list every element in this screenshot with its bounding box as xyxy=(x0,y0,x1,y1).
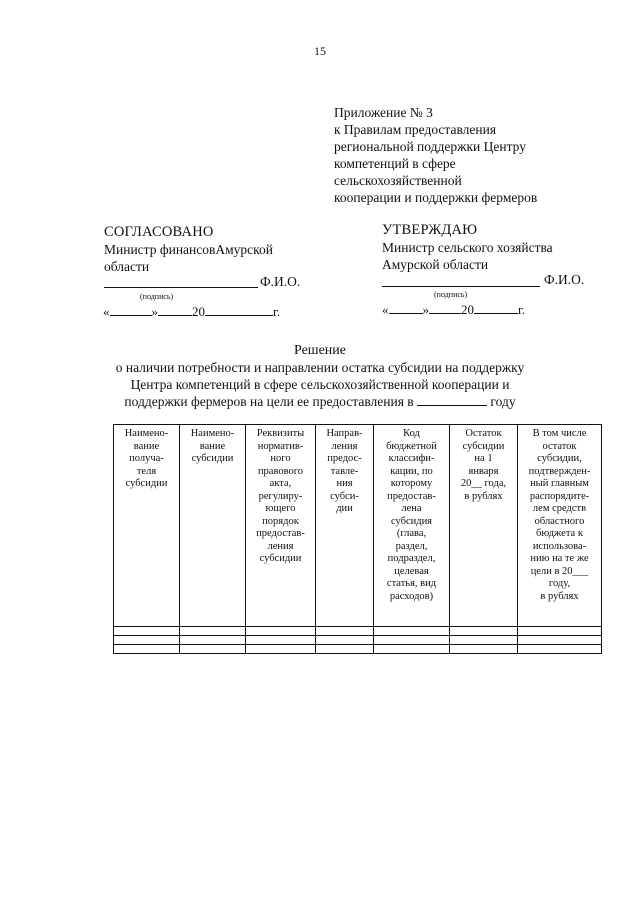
table-cell xyxy=(450,636,518,645)
decision-line-start: поддержки фермеров на цели ее предоставления в xyxy=(124,394,414,409)
column-header-recipient xyxy=(114,425,180,627)
decision-year-blank xyxy=(417,405,487,406)
appendix-line: к Правилам предоставления xyxy=(334,122,497,137)
column-header-directions xyxy=(316,425,374,627)
table-cell xyxy=(316,636,374,645)
appendix-line: сельскохозяйственной xyxy=(334,173,462,188)
agreed-heading: СОГЛАСОВАНО xyxy=(104,224,214,240)
approved-heading: УТВЕРЖДАЮ xyxy=(382,222,478,238)
approved-date-open: « xyxy=(382,302,389,317)
column-header-balance xyxy=(450,425,518,627)
column-header-legal-act xyxy=(246,425,316,627)
approved-region: Амурской области xyxy=(382,257,489,272)
decision-line-end: году xyxy=(490,394,516,409)
agreed-signature-line xyxy=(104,287,258,288)
table-cell xyxy=(246,636,316,645)
agreed-date-mid: » xyxy=(151,304,158,319)
table-cell xyxy=(114,627,180,636)
decision-line: Центра компетенций в сфере сельскохозяйственной кооперации и xyxy=(130,377,510,392)
agreed-date-day-blank xyxy=(110,315,152,316)
table-cell xyxy=(450,627,518,636)
approved-block xyxy=(382,222,553,273)
table-cell xyxy=(316,645,374,654)
table-cell xyxy=(180,636,246,645)
appendix-line: Приложение № 3 xyxy=(334,105,433,120)
approved-date-suffix: г. xyxy=(518,302,526,317)
table-row xyxy=(114,636,602,645)
table-cell xyxy=(316,627,374,636)
header-text: Наимено- вание получа- теля субсидии xyxy=(124,428,169,489)
agreed-region: области xyxy=(104,259,150,274)
approved-date-mid: » xyxy=(422,302,429,317)
agreed-date-year-blank xyxy=(205,315,273,316)
header-text: Наимено- вание субсидии xyxy=(190,428,235,464)
decision-line: о наличии потребности и направлении остатка субсидии на поддержку xyxy=(115,360,525,375)
table-cell xyxy=(374,627,450,636)
table-cell xyxy=(518,645,602,654)
table-cell xyxy=(246,645,316,654)
table-cell xyxy=(374,636,450,645)
column-header-confirmed-balance xyxy=(518,425,602,627)
approved-position: Министр сельского хозяйства xyxy=(382,240,553,255)
appendix-line: региональной поддержки Центру xyxy=(334,139,526,154)
approved-date-day-blank xyxy=(389,313,423,314)
header-text: Реквизиты норматив- ного правового акта, регулиру- ющего порядок предостав- ления субсидии xyxy=(256,428,305,564)
table-cell xyxy=(180,627,246,636)
header-text: Код бюджетной классифи- кации, по которому предостав- лена субсидия (глава, раздел, подраздел, целевая статья, вид расходов) xyxy=(386,428,437,602)
header-text: Направ- ления предос- тавле- ния субси- дии xyxy=(326,428,363,514)
table-row xyxy=(114,627,602,636)
header-text: Остаток субсидии на 1 января 20__ года, в рублях xyxy=(460,428,507,502)
table-cell xyxy=(450,645,518,654)
header-text: В том числе остаток субсидии, подтвержден- ный главным распорядите- лем средств областного бюджета к использова- нию на те же цели в 20___ году, в рублях xyxy=(528,428,591,602)
approved-signature-label: (подпись) xyxy=(434,290,468,299)
agreed-date-month-blank xyxy=(158,315,192,316)
table-cell xyxy=(246,627,316,636)
subsidy-table xyxy=(113,424,602,654)
approved-date xyxy=(382,302,525,318)
appendix-line: компетенций в сфере xyxy=(334,156,456,171)
agreed-date-open: « xyxy=(103,304,110,319)
decision-title: Решение xyxy=(293,343,346,358)
column-header-subsidy-name xyxy=(180,425,246,627)
table-row xyxy=(114,645,602,654)
agreed-fio: Ф.И.О. xyxy=(260,274,301,289)
approved-signature-line xyxy=(382,286,540,287)
decision-line xyxy=(0,393,640,410)
agreed-block xyxy=(104,224,273,275)
table-cell xyxy=(374,645,450,654)
table-header-row xyxy=(114,425,602,627)
column-header-budget-code xyxy=(374,425,450,627)
agreed-signature-label: (подпись) xyxy=(140,292,174,301)
approved-date-month-blank xyxy=(429,313,461,314)
table-cell xyxy=(114,645,180,654)
appendix-header xyxy=(334,104,537,206)
approved-date-year-blank xyxy=(474,313,518,314)
table-cell xyxy=(518,636,602,645)
appendix-line: кооперации и поддержки фермеров xyxy=(334,190,538,205)
agreed-date-suffix: г. xyxy=(273,304,281,319)
approved-date-year: 20 xyxy=(461,302,474,317)
agreed-position: Министр финансовАмурской xyxy=(104,242,274,257)
table-cell xyxy=(180,645,246,654)
table-cell xyxy=(114,636,180,645)
approved-fio: Ф.И.О. xyxy=(544,272,585,287)
agreed-date-year: 20 xyxy=(192,304,205,319)
agreed-date xyxy=(103,304,280,320)
page-number: 15 xyxy=(314,44,326,58)
decision-heading xyxy=(0,342,640,410)
table-cell xyxy=(518,627,602,636)
